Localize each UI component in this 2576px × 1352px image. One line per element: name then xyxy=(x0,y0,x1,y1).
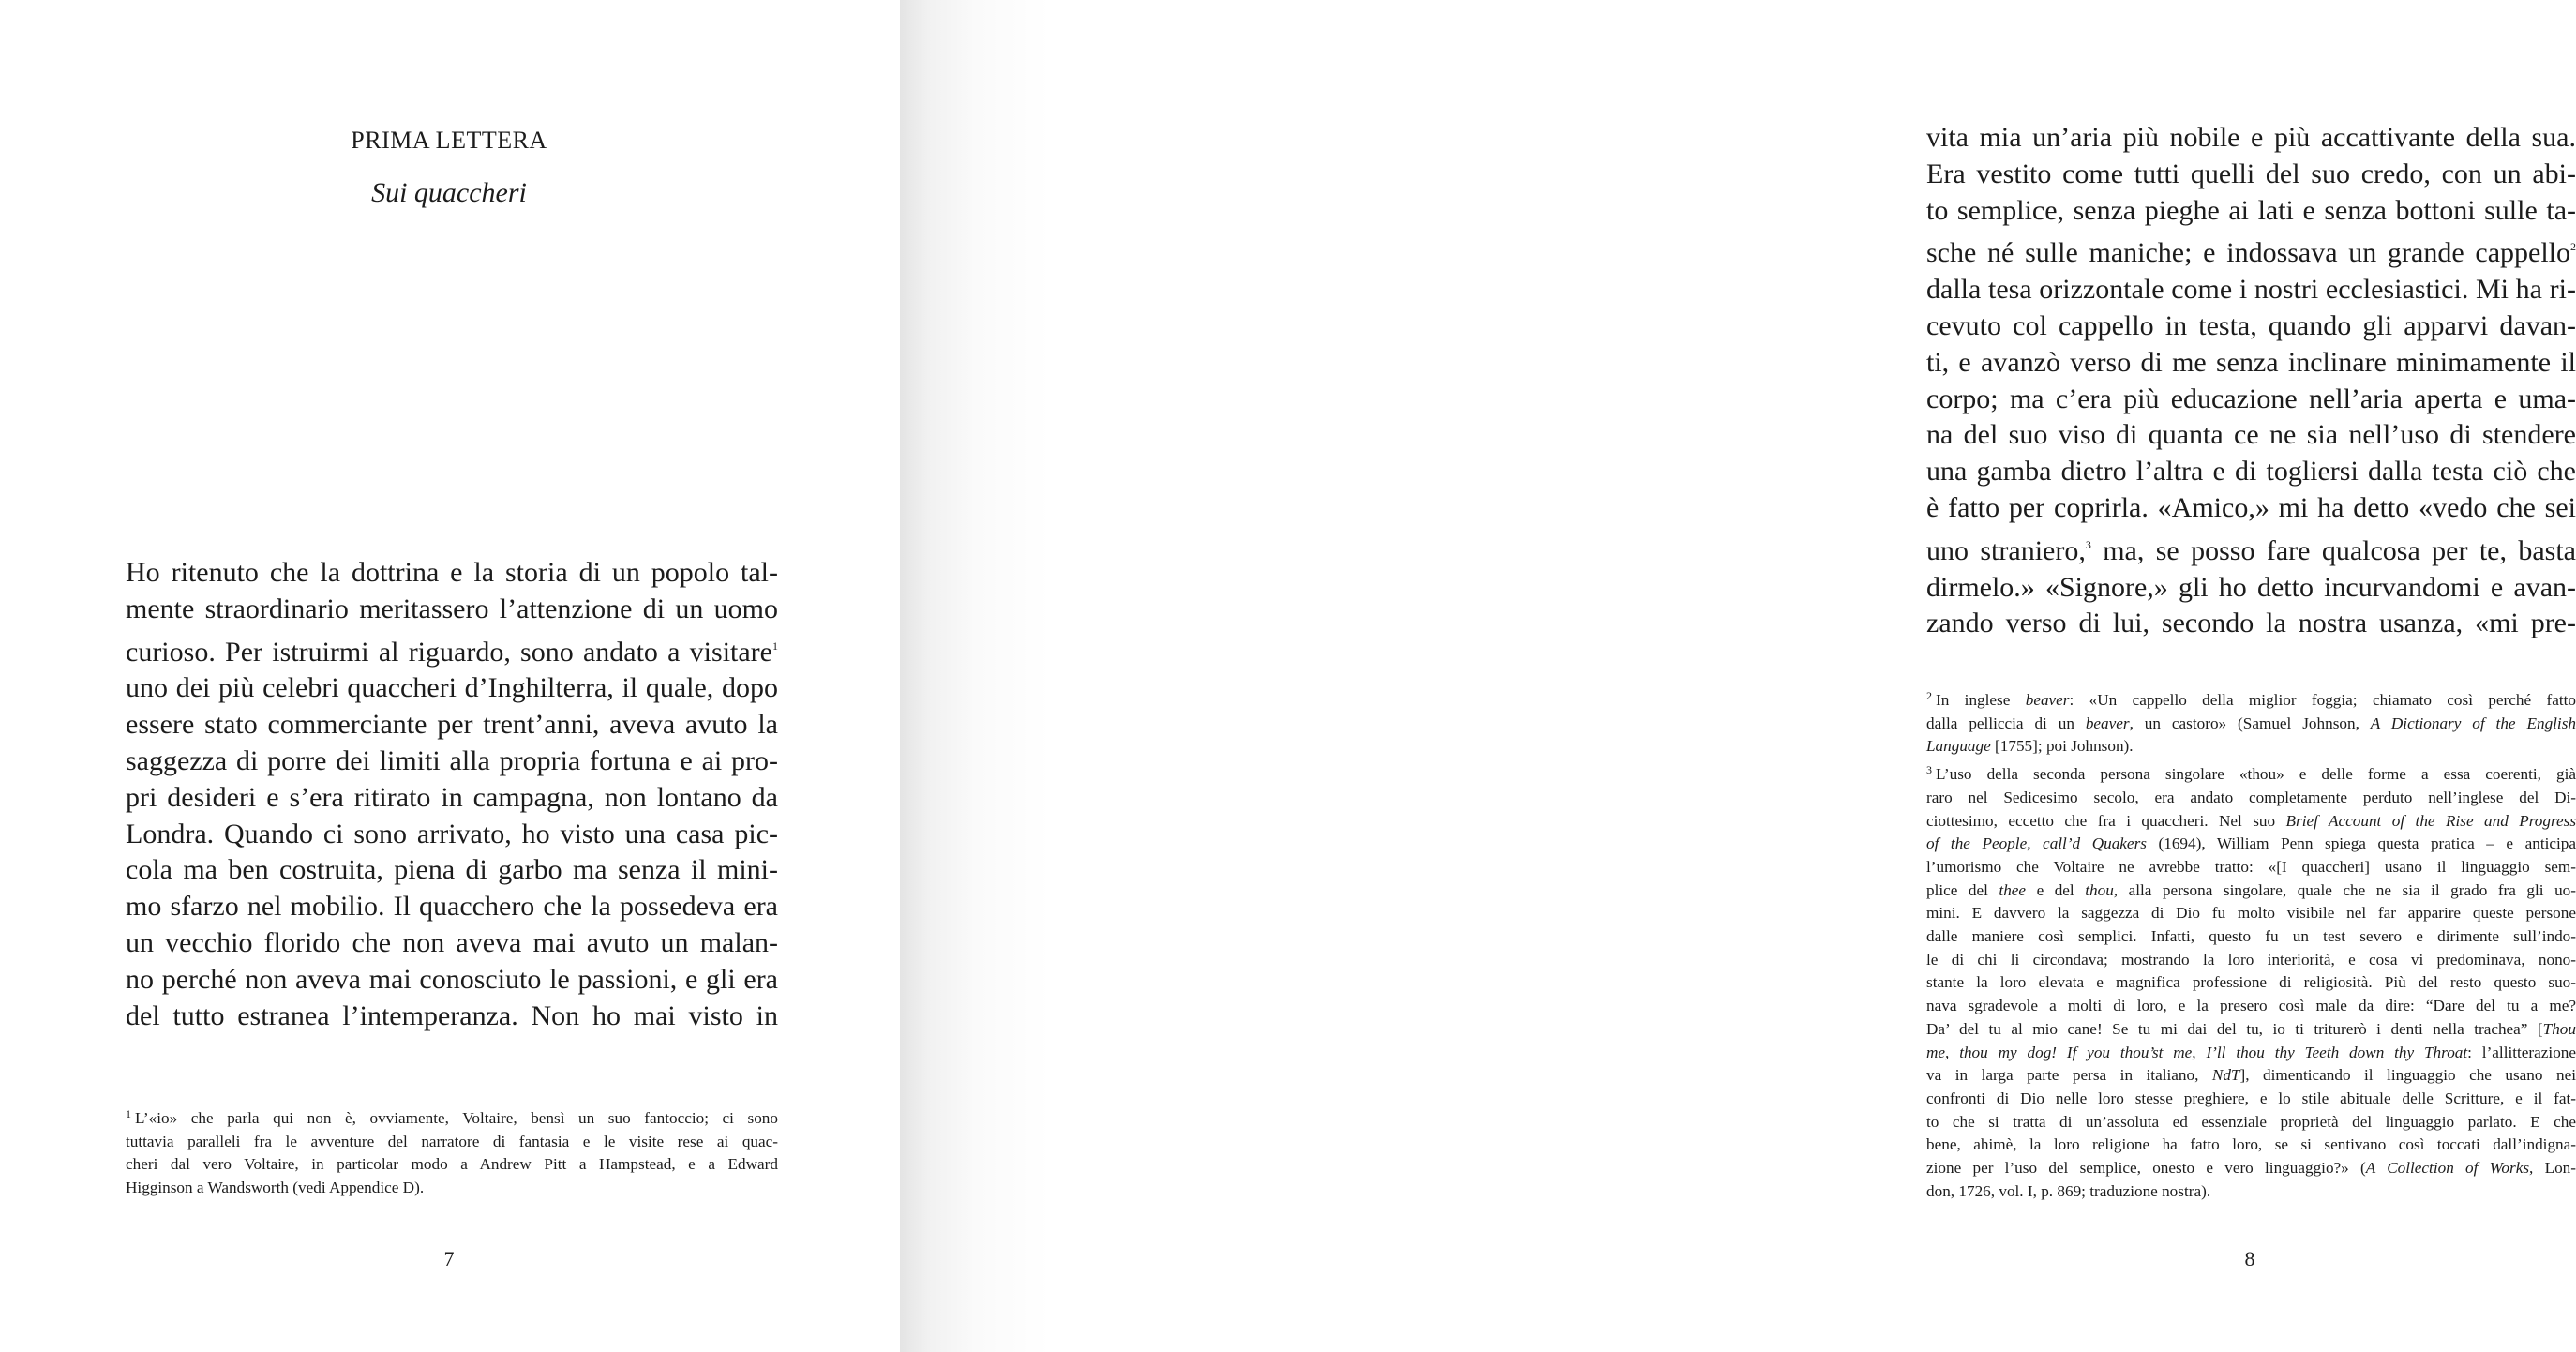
body-line: corpo; ma c’era più educazione nell’aria aperta e uma- xyxy=(1926,383,2576,414)
body-line: del tutto estranea l’intemperanza. Non ho mai visto in xyxy=(126,999,778,1031)
body-line: pri desideri e s’era ritirato in campagna, non lontano da xyxy=(126,781,778,813)
body-line: to semplice, senza pieghe ai lati e senza bottoni sulle ta- xyxy=(1926,194,2576,226)
body-line: cevuto col cappello in testa, quando gli apparvi davan- xyxy=(1926,309,2576,341)
right-footnotes xyxy=(1926,684,2576,1203)
left-body-text xyxy=(126,555,778,1034)
chapter-label: PRIMA LETTERA xyxy=(351,127,547,154)
body-line: uno dei più celebri quaccheri d’Inghilterra, il quale, dopo xyxy=(126,672,778,704)
body-line: no perché non aveva mai conosciuto le passioni, e gli era xyxy=(126,963,778,995)
body-line: sche né sulle maniche; e indossava un grande cappello$^2$ xyxy=(1926,237,2576,269)
body-line: saggezza di porre dei limiti alla propria fortuna e ai pro- xyxy=(126,744,778,776)
body-line: zando verso di lui, secondo la nostra usanza, «mi pre- xyxy=(1926,608,2576,639)
footnote-number: 3 xyxy=(1926,763,1932,777)
body-line: cola ma ben costruita, piena di garbo ma senza il mini- xyxy=(126,854,778,886)
footnote-1 xyxy=(126,1103,778,1200)
chapter-title: Sui quaccheri xyxy=(371,177,527,208)
footnote-3: $^3$ L’uso della seconda persona singolare «thou» e delle forme a essa coerenti, già raro nel Sedicesimo secolo, era andato completamente perduto nell’inglese del Di- ciottesimo, eccetto che fra i quaccheri. Nel suo Brief Account of the Rise and Progress of the People, call’d Quakers (1694), William Penn spiega questa pratica – e anticipa l’umorismo che Voltaire ne avrebbe tratto: «[I quaccheri] usano il linguaggio sem- plice del thee e del thou, alla persona singolare, quale che ne sia il grado fra gli uo- mini. E davvero la saggezza di Dio fu molto visibile nel far apparire queste persone dalle maniere così semplici. Infatti, questo fu un test severo e dirimente sull’indo- le di chi li circondava; mostrando la loro interiorità, e cosa vi predominava, nono- stante la loro elevata e magnifica professione di religiosità. Più del resto questo suo- nava sgradevole a molti di loro, e la presero così male da dire: “Dare del tu a me? Da’ del tu al mio cane! Se tu mi dai del tu, io ti triturerò i denti nella trachea” [Thou me, thou my dog! If you thou’st me, I’ll thou thy Teeth down thy Throat: l’allitterazione va in larga parte persa in italiano, NdT], dimenticando il linguaggio che usano nei confronti di Dio nelle loro stesse preghiere, e lo stile abituale delle Scritture, e il fat- to che si tratta di un’assoluta ed essenziale proprietà del linguaggio parlato. E che bene, ahimè, la loro religione ha fatto loro, se si sentivano così toccati dall’indigna- zione per l’uso del semplice, onesto e vero linguaggio?» (A Collection of Works, Lon- don, 1726, vol. I, p. 869; traduzione nostra). xyxy=(1926,763,2576,1200)
body-line: Era vestito come tutti quelli del suo credo, con un abi- xyxy=(1926,158,2576,189)
body-line: na del suo viso di quanta ce ne sia nell’uso di stendere xyxy=(1926,419,2576,451)
body-line: essere stato commerciante per trent’anni, aveva avuto la xyxy=(126,709,778,741)
right-page xyxy=(900,0,2576,1352)
footnote-2: $^2$ In inglese beaver: «Un cappello della miglior foggia; chiamato così perché fatto dalla pelliccia di un beaver, un castoro» (Samuel Johnson, A Dictionary of the English Language [1755]; poi Johnson). xyxy=(1926,689,2576,756)
body-line: un vecchio florido che non aveva mai avuto un malan- xyxy=(126,926,778,958)
body-line: Ho ritenuto che la dottrina e la storia di un popolo tal- xyxy=(126,557,778,588)
body-line: vita mia un’aria più nobile e più accattivante della sua. xyxy=(1926,122,2576,153)
body-line: mo sfarzo nel mobilio. Il quacchero che la possedeva era xyxy=(126,891,778,923)
footnote-number: 2 xyxy=(1926,689,1932,702)
body-line: dalla tesa orizzontale come i nostri ecclesiastici. Mi ha ri- xyxy=(1926,274,2576,306)
body-line: ti, e avanzò verso di me senza inclinare minimamente il xyxy=(1926,346,2576,378)
body-line: mente straordinario meritassero l’attenzione di un uomo xyxy=(126,593,778,624)
footnote-line: L’«io» che parla qui non è, ovviamente, Voltaire, bensì un suo fantoccio; ci sono xyxy=(135,1109,778,1127)
footnote-line: cheri dal vero Voltaire, in particolar modo a Andrew Pitt a Hampstead, e a Edward xyxy=(126,1155,778,1174)
body-line: Londra. Quando ci sono arrivato, ho visto una casa pic- xyxy=(126,818,778,849)
footnote-line: tuttavia paralleli fra le avventure del narratore di fantasia e le visite rese ai quac- xyxy=(126,1132,778,1150)
page-number: 8 xyxy=(2244,1247,2255,1270)
body-line: curioso. Per istruirmi al riguardo, sono andato a visitare$^1$ xyxy=(126,636,778,668)
footnote-number: 1 xyxy=(126,1107,131,1120)
body-line: dirmelo.» «Signore,» gli ho detto incurvandomi e avan- xyxy=(1926,571,2576,603)
footnote-ref-3: 3 xyxy=(2085,537,2091,551)
body-line: è fatto per coprirla. «Amico,» mi ha detto «vedo che sei xyxy=(1926,491,2576,523)
footnote-ref-2: 2 xyxy=(2570,240,2576,254)
footnote-line: Higginson a Wandsworth (vedi Appendice D). xyxy=(126,1179,425,1197)
left-page xyxy=(0,0,900,1352)
body-line: uno straniero,$^3$ ma, se posso fare qualcosa per te, basta xyxy=(1926,534,2576,566)
right-body-text xyxy=(1926,120,2576,642)
chapter-heading xyxy=(126,126,772,210)
body-line: una gamba dietro l’altra e di togliersi dalla testa ciò che xyxy=(1926,456,2576,488)
footnote-ref-1: 1 xyxy=(772,638,778,653)
page-number: 7 xyxy=(443,1247,455,1270)
